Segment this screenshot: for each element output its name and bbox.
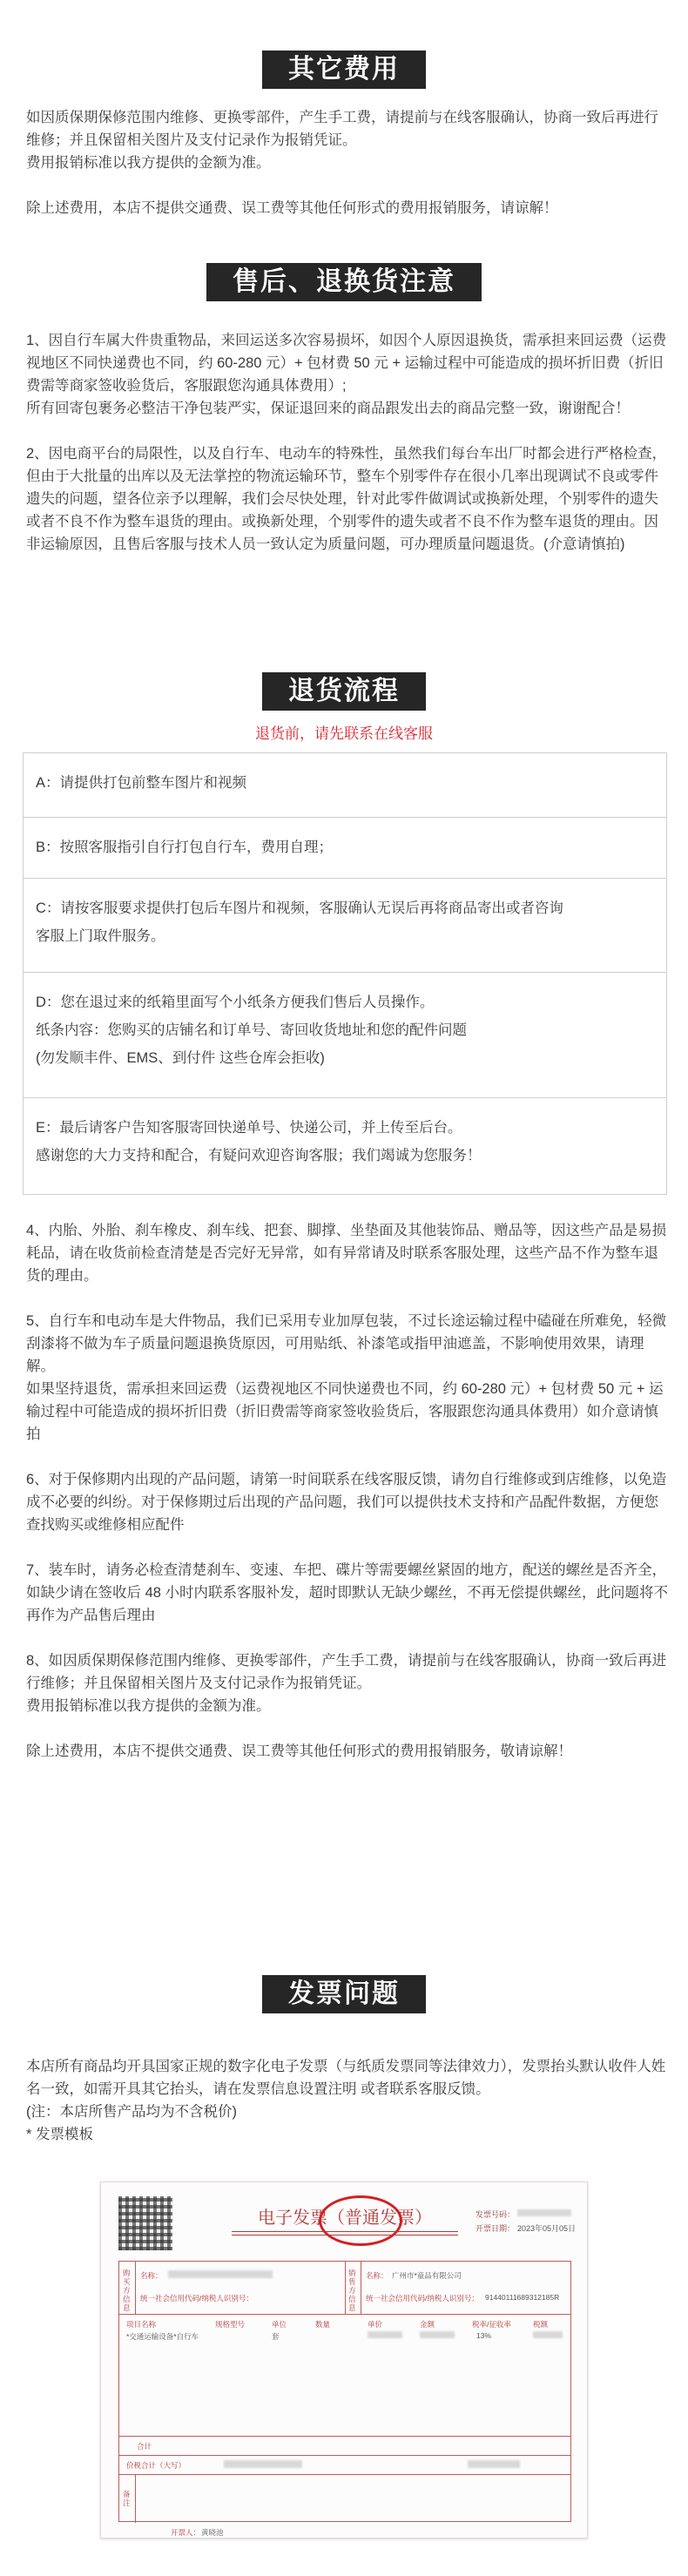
step-line: 客服上门取件服务。	[36, 928, 165, 944]
invoice-sample-image	[100, 2182, 588, 2539]
item-col-header: 项目名称	[126, 2320, 157, 2329]
aftersale-paragraph: 所有回寄包裹务必整洁干净包装严实，保证退回来的商品跟发出去的商品完整一致，谢谢配合！	[26, 401, 630, 416]
item-unit: 套	[272, 2332, 280, 2341]
drawer-name: 黄晓池	[201, 2528, 224, 2537]
step-line: C：请按客服要求提供打包后车图片和视频，客服确认无误后再将商品寄出或者咨询	[36, 900, 563, 916]
notes-text	[26, 1219, 671, 1763]
step-line: B：按照客服指引自行打包自行车，费用自理；	[36, 840, 334, 855]
invoice-text	[26, 2055, 671, 2146]
qty-col-header: 数量	[315, 2320, 331, 2329]
blurred-total-words	[224, 2460, 302, 2468]
return-flow-subtitle: 退货前，请先联系在线客服	[255, 725, 433, 742]
invoice-title-wrap	[0, 1975, 688, 2013]
table-divider	[345, 2262, 346, 2314]
return-flow-title: 退货流程	[262, 672, 426, 711]
price-col-header: 单价	[368, 2320, 383, 2329]
invoice-paragraph: 本店所有商品均开具国家正规的数字化电子发票（与纸质发票同等法律效力），发票抬头默认收件人姓名一致，如需开具其它抬头，请在发票信息设置注明 或者联系客服反馈。	[26, 2059, 666, 2097]
other-fees-text	[26, 106, 671, 219]
blurred-invoice-no	[517, 2209, 571, 2216]
table-divider	[135, 2262, 136, 2314]
table-divider	[135, 2474, 136, 2523]
other-fees-paragraph: 费用报销标准以我方提供的金额为准。	[26, 155, 271, 171]
aftersale-paragraph: 2、因电商平台的局限性，以及自行车、电动车的特殊性，虽然我们每台车出厂时都会进行严格检查，但由于大批量的出库以及无法掌控的物流运输环节，整车个别零件存在很小几率出现调试不良或零件遗失的问题，望各位亲予以理解，我们会尽快处理，针对此零件做调试或换新处理，个别零件的遗失或者不良不作为整车退货的理由。或换新处理，个别零件的遗失或者不良不作为整车退货的理由。因非运输原因，且售后客服与技术人员一致认定为质量问题，可办理质量问题退货。(介意请慎拍)	[26, 446, 667, 552]
drawer-label: 开票人：	[171, 2528, 201, 2537]
other-fees-paragraph: 如因质保期保修范围内维修、更换零部件，产生手工费，请提前与在线客服确认，协商一致后再进行维修；并且保留相关图片及支付记录作为报销凭证。	[26, 110, 658, 148]
unit-col-header: 单位	[272, 2320, 287, 2329]
step-line: 感谢您的大力支持和配合，有疑问欢迎咨询客服；我们竭诚为您服务！	[36, 1148, 482, 1163]
seller-name: 广州市*童品有限公司	[392, 2271, 462, 2280]
total-words-label: 价税合计（大写）	[126, 2461, 186, 2470]
other-fees-paragraph: 除上述费用，本店不提供交通费、误工费等其他任何形式的费用报销服务，请谅解！	[26, 200, 558, 216]
item-name: *交通运输设备*自行车	[126, 2332, 199, 2341]
seller-tax-id: 91440111689312185R	[485, 2293, 560, 2302]
aftersale-title-wrap	[0, 263, 688, 301]
step-line: 纸条内容：您购买的店铺名和订单号、寄回收货地址和您的配件问题	[36, 1022, 467, 1038]
buyer-tax-label: 统一社会信用代码/纳税人识别号：	[140, 2294, 253, 2303]
note-paragraph: 如果坚持退货，需承担来回运费（运费视地区不同快递费也不同，约 60-280 元）+ 包材费 50 元 + 运输过程中可能造成的损坏折旧费（折旧费需等商家签收验货后，客服跟您沟通具体费用）如介意请慎拍	[26, 1381, 664, 1442]
step-line: A：请提供打包前整车图片和视频	[36, 775, 247, 791]
table-divider	[119, 2455, 570, 2456]
invoice-paragraph: (注：本店所售产品均为不含税价)	[26, 2104, 237, 2120]
return-step-a	[24, 753, 666, 818]
amount-col-header: 金额	[420, 2320, 435, 2329]
table-divider	[119, 2474, 570, 2475]
blurred-tax	[533, 2331, 563, 2338]
heading-underline	[232, 2231, 458, 2232]
qr-code-icon	[118, 2196, 172, 2250]
seller-name-label: 名称：	[366, 2271, 388, 2280]
seller-tax-label: 统一社会信用代码/纳税人识别号：	[366, 2294, 479, 2303]
aftersale-text	[26, 329, 671, 556]
stamp-icon	[319, 2195, 402, 2246]
invoice-table	[118, 2261, 571, 2522]
note-paragraph: 除上述费用，本店不提供交通费、误工费等其他任何形式的费用报销服务，敬请谅解！	[26, 1743, 572, 1759]
step-line: (勿发顺丰件、EMS、到付件 这些仓库会拒收)	[36, 1050, 325, 1066]
blurred-total-amount	[468, 2460, 520, 2468]
blurred-buyer-name	[168, 2270, 273, 2278]
remark-label: 备注	[123, 2490, 131, 2507]
buyer-name-label: 名称：	[140, 2271, 163, 2280]
return-flow-title-wrap	[0, 672, 688, 711]
tax-col-header: 税额	[533, 2320, 549, 2329]
return-step-c	[24, 879, 666, 973]
aftersale-title: 售后、退换货注意	[206, 263, 482, 301]
note-paragraph: 6、对于保修期内出现的产品问题，请第一时间联系在线客服反馈，请勿自行维修或到店维修，以免造成不必要的纠纷。对于保修期过后出现的产品问题，我们可以提供技术支持和产品配件数据，方便您查找购买或维修相应配件	[26, 1472, 667, 1533]
item-tax-rate: 13%	[476, 2331, 492, 2340]
return-step-b	[24, 818, 666, 879]
invoice-date: 2023年05月05日	[517, 2224, 577, 2233]
table-divider	[119, 2436, 570, 2437]
return-flow-steps	[23, 752, 667, 1195]
invoice-no-label: 发票号码：	[476, 2210, 516, 2219]
invoice-paragraph: * 发票模板	[26, 2127, 94, 2142]
note-paragraph: 8、如因质保期保修范围内维修、更换零部件，产生手工费，请提前与在线客服确认，协商一致后再进行维修；并且保留相关图片及支付记录作为报销凭证。	[26, 1653, 667, 1691]
blurred-price	[368, 2331, 402, 2338]
spec-col-header: 规格型号	[215, 2320, 246, 2329]
note-paragraph: 4、内胎、外胎、刹车橡皮、刹车线、把套、脚撑、坐垫面及其他装饰品、赠品等，因这些产品是易损耗品，请在收货前检查清楚是否完好无异常，如有异常请及时联系客服处理，这些产品不作为整车退货的理由。	[26, 1223, 667, 1284]
buyer-label: 购买方信息	[123, 2269, 131, 2312]
table-divider	[119, 2314, 570, 2315]
invoice-sample-heading: 电子发票（普通发票）	[258, 2207, 432, 2228]
step-line: D：您在退过来的纸箱里面写个小纸条方便我们售后人员操作。	[36, 995, 435, 1010]
total-label: 合计	[137, 2442, 152, 2451]
blurred-amount	[420, 2331, 455, 2338]
seller-label: 销售方信息	[348, 2269, 356, 2312]
note-paragraph: 费用报销标准以我方提供的金额为准。	[26, 1698, 271, 1714]
other-fees-title: 其它费用	[262, 51, 426, 89]
note-paragraph: 5、自行车和电动车是大件物品，我们已采用专业加厚包装，不过长途运输过程中磕碰在所难免，轻微刮漆将不做为车子质量问题退换货原因，可用贴纸、补漆笔或指甲油遮盖，不影响使用效果，请理解。	[26, 1313, 667, 1374]
date-label: 开票日期：	[476, 2224, 516, 2233]
other-fees-title-wrap	[0, 51, 688, 89]
return-step-e	[24, 1098, 666, 1194]
aftersale-paragraph: 1、因自行车属大件贵重物品，来回运送多次容易损坏，如因个人原因退换货，需承担来回运费（运费视地区不同快递费也不同，约 60-280 元）+ 包材费 50 元 + 运输过程中可能造成的损坏折旧费（折旧费需等商家签收验货后，客服跟您沟通具体费用）;	[26, 333, 667, 394]
note-paragraph: 7、装车时，请务必检查清楚刹车、变速、车把、碟片等需要螺丝紧固的地方，配送的螺丝是否齐全，如缺少请在签收后 48 小时内联系客服补发，超时即默认无缺少螺丝，不再无偿提供螺丝，此问题将不再作为产品售后理由	[26, 1562, 669, 1623]
invoice-title: 发票问题	[262, 1975, 426, 2013]
step-line: E：最后请客户告知客服寄回快递单号、快递公司，并上传至后台。	[36, 1120, 462, 1136]
return-step-d	[24, 973, 666, 1098]
rate-col-header: 税率/征收率	[472, 2320, 511, 2329]
